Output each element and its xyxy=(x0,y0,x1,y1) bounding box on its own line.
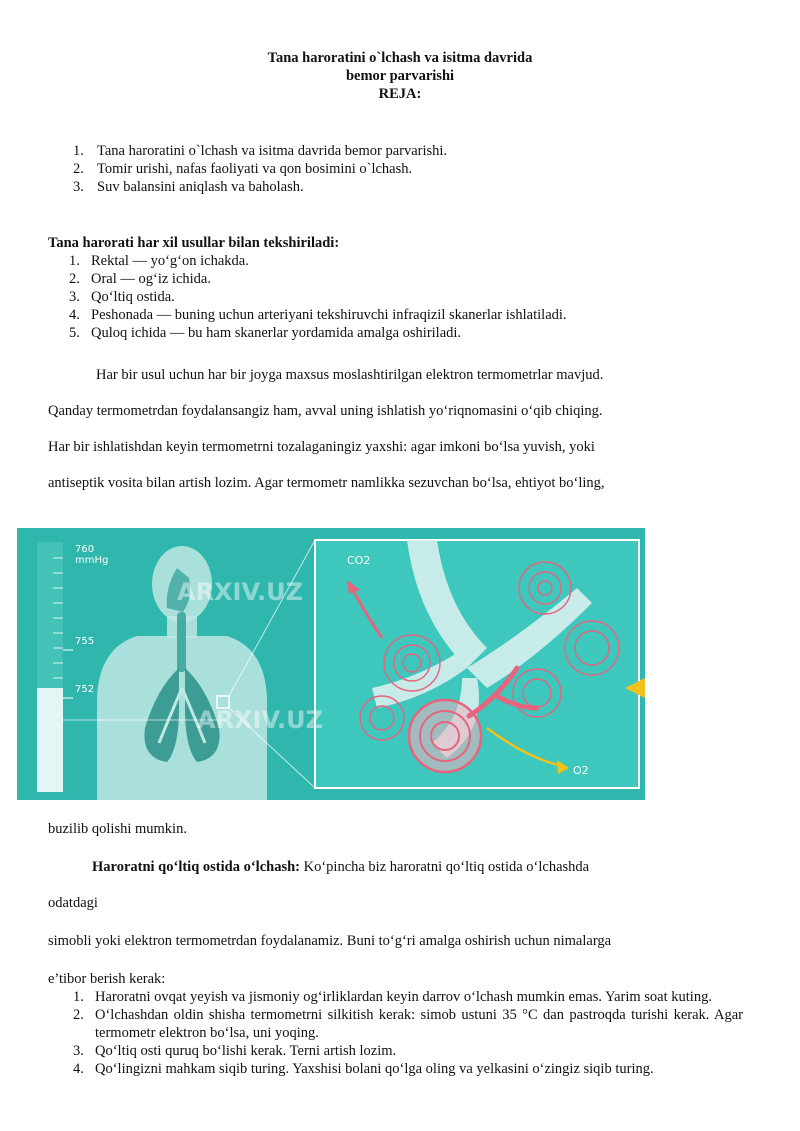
document-title-line1: Tana haroratini o`lchash va isitma davrida xyxy=(267,50,533,66)
scale-unit-label: 760 mmHg xyxy=(75,544,109,566)
list-item: 1. Haroratni ovqat yeyish va jismoniy og‘irliklardan keyin darrov o‘lchash mumkin emas. Yarim soat kuting. xyxy=(73,989,712,1005)
list-item: 2. Tomir urishi, nafas faoliyati va qon bosimini o`lchash. xyxy=(73,161,413,177)
paragraph: Qanday termometrdan foydalansangiz ham, avval uning ishlatish yo‘riqnomasini o‘qib chiqing. xyxy=(48,403,603,419)
paragraph: Har bir ishlatishdan keyin termometrni tozalaganingiz yaxshi: agar imkoni bo‘lsa yuvish, yoki xyxy=(48,439,595,455)
watermark-text: ARXIV.UZ xyxy=(197,706,323,734)
list-item: 1. Rektal — yo‘g‘on ichakda. xyxy=(69,253,249,269)
plan-list xyxy=(73,142,753,196)
paragraph: antiseptik vosita bilan artish lozim. Agar termometr namlikka sezuvchan bo‘lsa, ehtiyot bo‘ling, xyxy=(48,475,605,491)
scale-tick-755: 755 xyxy=(75,636,95,647)
o2-label: O2 xyxy=(573,764,589,777)
scale-tick-752: 752 xyxy=(75,684,95,695)
plan-heading-text: REJA: xyxy=(378,86,422,102)
list-item: 5. Quloq ichida — bu ham skanerlar yordamida amalga oshiriladi. xyxy=(69,325,462,341)
methods-heading: Tana harorati har xil usullar bilan tekshiriladi: xyxy=(48,235,340,251)
plan-heading xyxy=(0,86,800,103)
axillary-heading: Haroratni qo‘ltiq ostida o‘lchash: xyxy=(92,859,300,875)
paragraph: simobli yoki elektron termometrdan foydalanamiz. Buni to‘g‘ri amalga oshirish uchun nimalarga xyxy=(48,933,612,949)
list-item: 3. Suv balansini aniqlash va baholash. xyxy=(73,179,304,195)
list-item: 3. Qo‘ltiq ostida. xyxy=(69,289,175,305)
list-item: 4. Peshonada — buning uchun arteriyani tekshiruvchi infraqizil skanerlar ishlatiladi. xyxy=(69,307,567,323)
list-item: 4. Qo‘lingizni mahkam siqib turing. Yaxshisi bolani qo‘lga oling va yelkasini o‘zingiz siqib turing. xyxy=(73,1061,654,1077)
list-item: 2. Oral — og‘iz ichida. xyxy=(69,271,211,287)
paragraph: Har bir usul uchun har bir joyga maxsus moslashtirilgan elektron termometrlar mavjud. xyxy=(96,367,604,383)
document-title-line2: bemor parvarishi xyxy=(345,68,455,84)
paragraph-axillary xyxy=(92,858,589,876)
respiratory-illustration xyxy=(17,528,645,800)
axillary-intro: Ko‘pincha biz haroratni qo‘ltiq ostida o‘lchashda xyxy=(299,859,590,875)
list-item: 2. O‘lchashdan oldin shisha termometrni silkitish kerak: simob ustuni 35 °C dan pastroqda turishi kerak. Agar termometr elektron bo‘lsa, uni yoqing. xyxy=(73,1007,743,1041)
paragraph: e’tibor berish kerak: xyxy=(48,971,166,987)
scale-fill xyxy=(37,688,63,792)
respiratory-illustration-svg xyxy=(17,528,645,800)
watermark-text: ARXIV.UZ xyxy=(177,578,303,606)
paragraph: buzilib qolishi mumkin. xyxy=(48,821,187,837)
paragraph: odatdagi xyxy=(48,895,98,911)
list-item: 3. Qo‘ltiq osti quruq bo‘lishi kerak. Terni artish lozim. xyxy=(73,1043,397,1059)
list-item: 1. Tana haroratini o`lchash va isitma davrida bemor parvarishi. xyxy=(73,143,448,159)
steps-list xyxy=(73,988,743,1078)
methods-list xyxy=(69,252,769,342)
co2-label: CO2 xyxy=(347,554,371,567)
